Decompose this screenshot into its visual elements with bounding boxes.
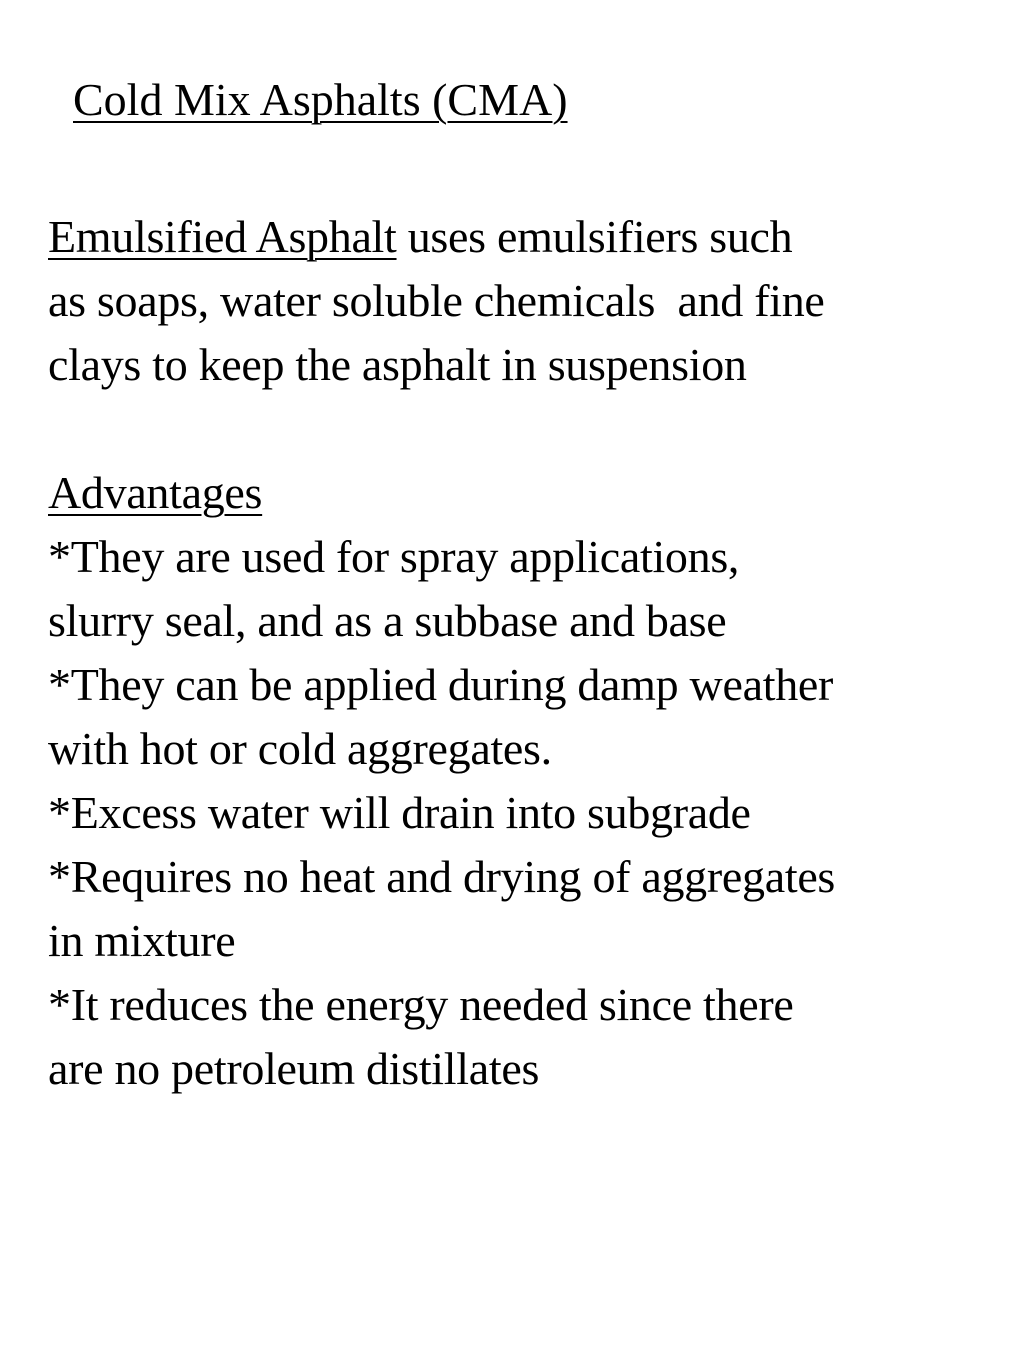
- advantages-heading-text: Advantages: [48, 467, 263, 518]
- advantage-line: *Requires no heat and drying of aggregates: [48, 851, 836, 902]
- advantage-line: are no petroleum distillates: [48, 1043, 540, 1094]
- advantage-line: *It reduces the energy needed since there: [48, 979, 794, 1030]
- advantage-line: *Excess water will drain into subgrade: [48, 787, 751, 838]
- definition-text: uses emulsifiers such: [396, 211, 793, 262]
- advantage-line: *They are used for spray applications,: [48, 531, 740, 582]
- advantage-line: in mixture: [48, 915, 236, 966]
- advantages-section: [48, 461, 1008, 1101]
- advantages-heading: [48, 461, 1008, 525]
- paragraph-line: [48, 205, 1008, 269]
- spacer: [48, 397, 1008, 461]
- emulsified-asphalt-term: Emulsified Asphalt: [48, 211, 397, 262]
- advantage-line: with hot or cold aggregates.: [48, 723, 552, 774]
- advantage-line: *They can be applied during damp weather: [48, 659, 834, 710]
- paragraph-line: clays to keep the asphalt in suspension: [48, 339, 747, 390]
- page-title: Cold Mix Asphalts (CMA): [73, 74, 568, 125]
- emulsified-asphalt-paragraph: [48, 205, 1008, 397]
- advantage-line: slurry seal, and as a subbase and base: [48, 595, 727, 646]
- slide-body: [48, 205, 1008, 1101]
- paragraph-line: as soaps, water soluble chemicals and fine: [48, 275, 825, 326]
